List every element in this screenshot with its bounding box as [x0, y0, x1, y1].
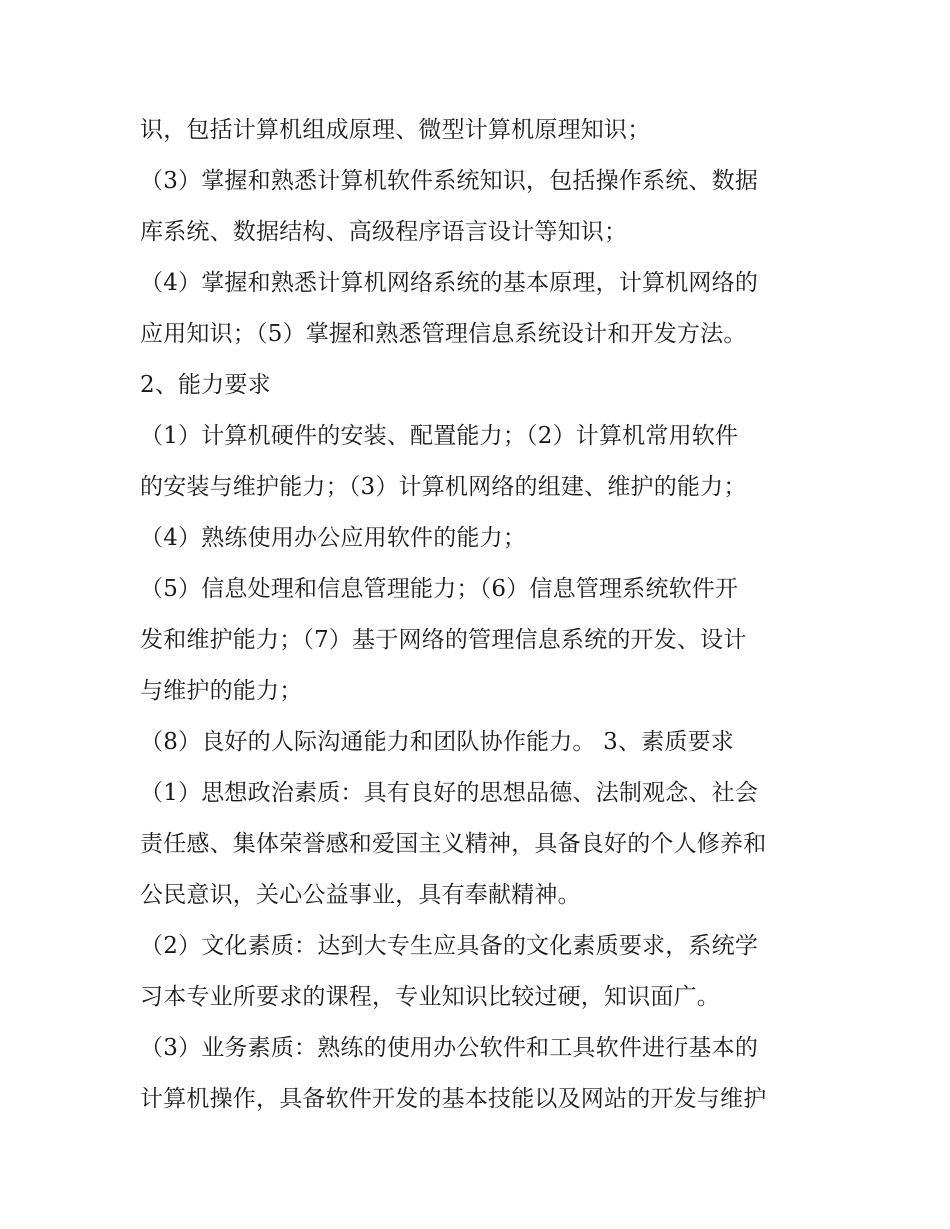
text-line-17: （2）文化素质：达到大专生应具备的文化素质要求，系统学 [140, 933, 759, 959]
text-line-9: （4）熟练使用办公应用软件的能力； [140, 525, 527, 551]
text-line-1: 识，包括计算机组成原理、微型计算机原理知识； [140, 117, 651, 143]
text-line-10: （5）信息处理和信息管理能力；（6）信息管理系统软件开 [140, 576, 739, 602]
body-text [140, 105, 840, 1125]
text-line-20: 计算机操作，具备软件开发的基本技能以及网站的开发与维护 [140, 1086, 767, 1112]
text-line-4: （4）掌握和熟悉计算机网络系统的基本原理，计算机网络的 [140, 270, 759, 296]
text-line-18: 习本专业所要求的课程，专业知识比较过硬，知识面广。 [140, 984, 720, 1010]
text-line-15: 责任感、集体荣誉感和爱国主义精神，具备良好的个人修养和 [140, 831, 767, 857]
text-line-16: 公民意识，关心公益事业，具有奉献精神。 [140, 882, 581, 908]
text-line-12: 与维护的能力； [140, 678, 303, 704]
section-heading-ability: 2、能力要求 [140, 372, 271, 398]
text-line-14: （1）思想政治素质：具有良好的思想品德、法制观念、社会 [140, 780, 759, 806]
text-line-5: 应用知识；（5）掌握和熟悉管理信息系统设计和开发方法。 [140, 321, 747, 347]
text-line-3: 库系统、数据结构、高级程序语言设计等知识； [140, 219, 628, 245]
text-line-19: （3）业务素质：熟练的使用办公软件和工具软件进行基本的 [140, 1035, 759, 1061]
text-line-13: （8）良好的人际沟通能力和团队协作能力。 3、素质要求 [140, 729, 734, 755]
text-line-7: （1）计算机硬件的安装、配置能力；（2）计算机常用软件 [140, 423, 739, 449]
text-line-8: 的安装与维护能力；（3）计算机网络的组建、维护的能力； [140, 474, 747, 500]
text-line-11: 发和维护能力；（7）基于网络的管理信息系统的开发、设计 [140, 627, 747, 653]
text-line-2: （3）掌握和熟悉计算机软件系统知识，包括操作系统、数据 [140, 168, 759, 194]
